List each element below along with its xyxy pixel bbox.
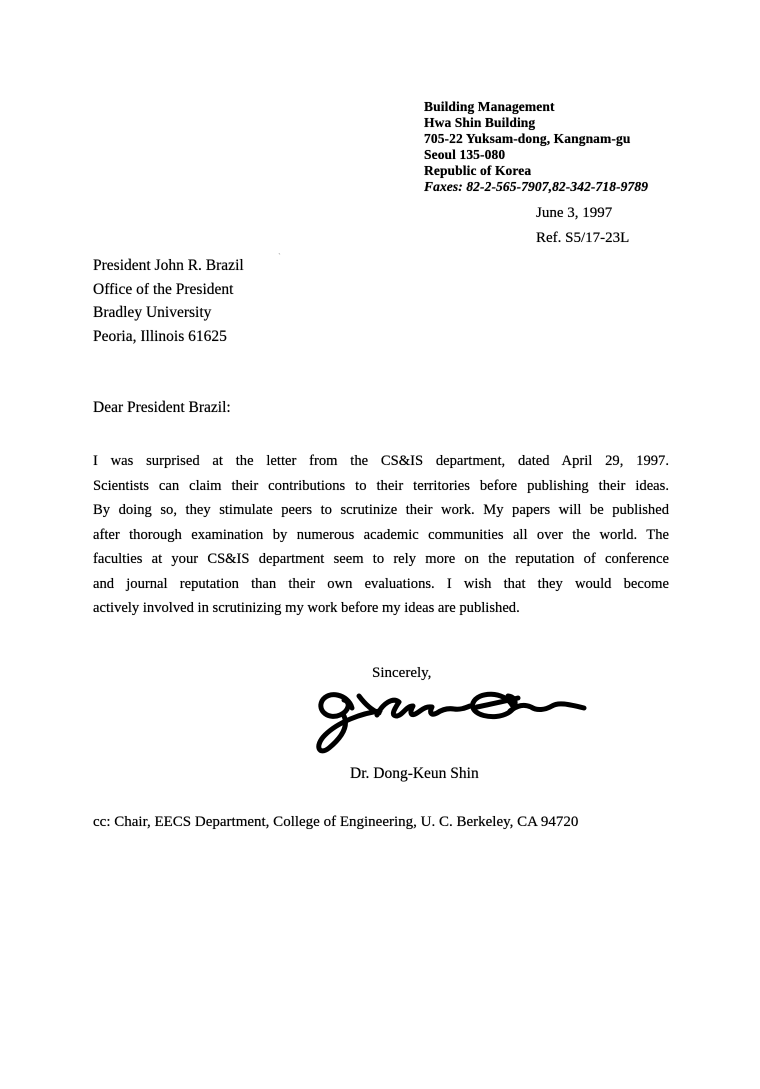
body-line: and journal reputation than their own evaluations. I wish that they would become bbox=[93, 575, 669, 592]
letter-body bbox=[93, 449, 669, 621]
sender-fax-line: Faxes: 82-2-565-7907,82-342-718-9789 bbox=[424, 179, 649, 194]
sender-address-block bbox=[424, 99, 648, 195]
cc-line: cc: Chair, EECS Department, College of Engineering, U. C. Berkeley, CA 94720 bbox=[93, 814, 579, 830]
sender-address-lines bbox=[424, 99, 648, 179]
recipient-address-line: President John R. Brazil bbox=[93, 257, 244, 274]
recipient-address-line: Peoria, Illinois 61625 bbox=[93, 327, 227, 345]
letter-date: June 3, 1997 bbox=[536, 205, 613, 221]
signer-name: Dr. Dong-Keun Shin bbox=[350, 765, 479, 782]
body-line: faculties at your CS&IS department seem to rely more on the reputation of conference bbox=[93, 551, 669, 567]
sender-address-line: Seoul 135-080 bbox=[424, 147, 506, 162]
sender-address-line: Republic of Korea bbox=[424, 163, 532, 178]
recipient-address-line: Office of the President bbox=[93, 280, 234, 298]
letter-reference: Ref. S5/17-23L bbox=[536, 229, 630, 246]
body-line: actively involved in scrutinizing my work before my ideas are published. bbox=[93, 600, 520, 616]
body-line: Scientists can claim their contributions to their territories before publishing their ideas. bbox=[93, 477, 669, 494]
body-line: I was surprised at the letter from the CS&IS department, dated April 29, 1997. bbox=[93, 453, 669, 469]
handwritten-signature-icon bbox=[312, 684, 590, 766]
recipient-address-line: Bradley University bbox=[93, 304, 212, 321]
sender-address-line: Building Management bbox=[424, 99, 555, 114]
date-reference-block bbox=[536, 201, 629, 250]
valediction: Sincerely, bbox=[372, 665, 432, 681]
sender-address-line: 705-22 Yuksam-dong, Kangnam-gu bbox=[424, 131, 631, 146]
salutation: Dear President Brazil: bbox=[93, 399, 231, 416]
scan-speckle: ` bbox=[275, 251, 282, 264]
recipient-address-block bbox=[93, 254, 244, 348]
body-line: By doing so, they stimulate peers to scrutinize their work. My papers will be published bbox=[93, 502, 669, 518]
body-line: after thorough examination by numerous academic communities all over the world. The bbox=[93, 526, 669, 543]
sender-address-line: Hwa Shin Building bbox=[424, 115, 536, 130]
